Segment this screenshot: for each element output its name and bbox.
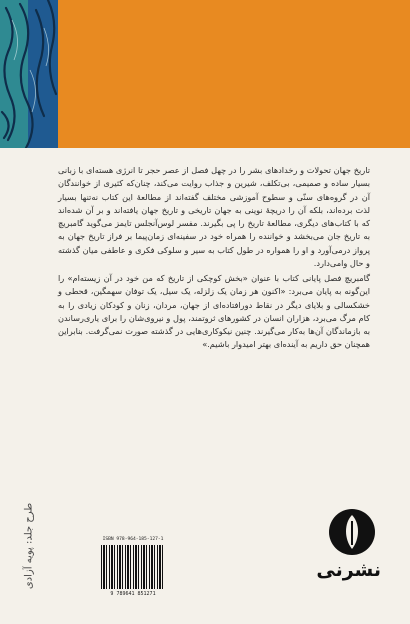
nashr-ney-logo-icon <box>325 507 379 557</box>
cover-artwork <box>0 0 410 148</box>
cover-designer-credit <box>18 486 40 606</box>
ornament-lines-icon <box>0 0 60 148</box>
barcode-bars-icon <box>101 545 165 589</box>
blurb-paragraph-2: گامبریچ فصل پایانی کتاب با عنوان «بخش کوچکی از تاریخ که من خود در آن زیسته‌ام» را این‌گونه به پایان می‌برد: «اکنون هر زمان یک زلزله، یک سیل، یک توفان سهمگین، قحطی و خشکسالی و بلایای دیگر در نقاط دورافتاده‌ای از جهان، مردان، زنان و کودکان زیادی را به کام مرگ می‌برد، هزاران انسان در کشورهای ثروتمند، پول و نیروی‌شان را برای یاری‌رساندن به بازماندگان آن‌ها به‌کار می‌گیرند. چنین نیکوکاری‌هایی در گذشته صورت نمی‌گرفت. بنابراین همچنان حق داریم به آینده‌ای بهتر امیدوار باشیم.» <box>58 273 370 350</box>
publisher-logo <box>316 507 381 595</box>
isbn-label: ISBN 978-964-185-127-1 <box>102 537 164 542</box>
publisher-name: نشرنی <box>316 559 381 581</box>
cover-designer-text: طرح جلد: پویه آزادی <box>23 502 35 590</box>
orange-band <box>58 0 410 148</box>
back-cover-blurb <box>58 164 370 352</box>
barcode-digits: 9 789641 851271 <box>110 591 156 597</box>
blurb-paragraph-1: تاریخ جهان تحولات و رخدادهای بشر را در چهل فصل از عصر حجر تا انرژی هسته‌ای با زبانی بسیار ساده و صمیمی، بی‌تکلف، شیرین و جذاب روایت می‌کند، چنان‌که کثیری از خوانندگان آن در گروه‌های سنّی و سطوح آموزشی مختلف گفته‌اند از مطالعهٔ این کتاب نه‌تنها بسیار لذت برده‌اند، بلکه آن را دریچهٔ نوینی به جهان تاریخی و تاریخ جهان یافته‌اند و بر آن شده‌اند که با کتاب‌های دیگری، مطالعهٔ تاریخ را پی بگیرند. مفسر لوس‌آنجلس تایمز می‌گوید گامبریچ به تاریخ جان می‌بخشد و خواننده را همراه خود در سفینه‌ای زمان‌پیما بر فراز تاریخ جهان به پرواز درمی‌آورد و او را همواره در طول کتاب به سیر و سلوکی فکری و عاطفی میان گذشته و حال وامی‌دارد. <box>58 165 370 268</box>
barcode <box>98 537 168 599</box>
